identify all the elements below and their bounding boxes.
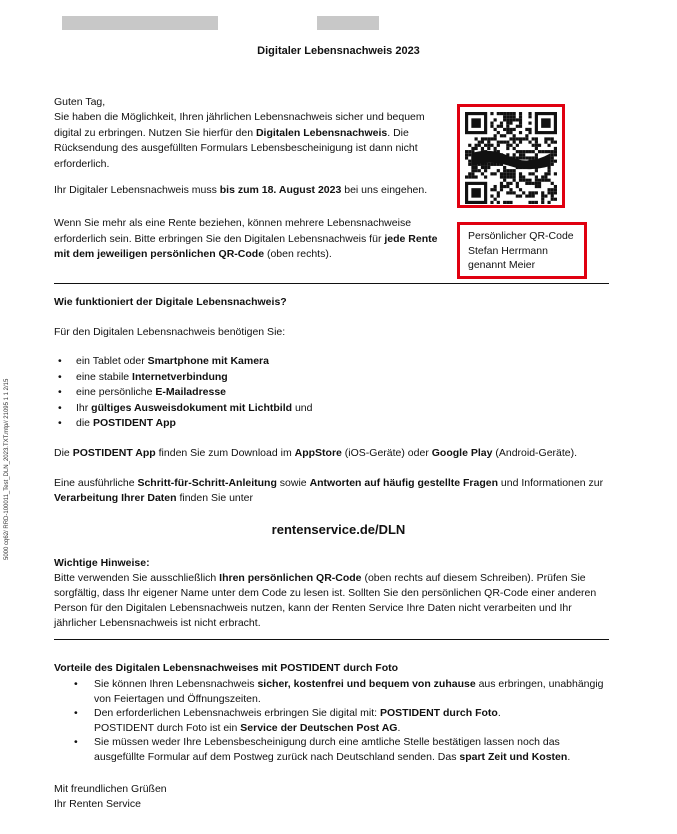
- greeting: Guten Tag,: [54, 96, 106, 108]
- divider: [54, 283, 609, 284]
- requirements-intro: Für den Digitalen Lebensnachweis benötigen Sie:: [54, 326, 286, 338]
- list-item: • ein Tablet oder Smartphone mit Kamera: [76, 354, 312, 370]
- page-title: Digitaler Lebensnachweis 2023: [257, 45, 420, 57]
- divider: [54, 639, 609, 640]
- list-item: • eine stabile Internetverbindung: [76, 370, 312, 386]
- list-item: • Den erforderlichen Lebensnachweis erbringen Sie digital mit: POSTIDENT durch Foto. POSTIDENT durch Foto ist ein Service der Deutschen Post AG.: [94, 706, 609, 735]
- advantages-heading: Vorteile des Digitalen Lebensnachweises mit POSTIDENT durch Foto: [54, 662, 399, 674]
- qr-owner-label-box: [457, 222, 587, 279]
- multiple-pensions-paragraph: Wenn Sie mehr als eine Rente beziehen, können mehrere Lebensnachweise erforderlich sein. Bitte erbringen Sie den Digitalen Lebensnachweis für jede Rente mit dem jeweiligen persönlichen QR-Code (oben rechts).: [54, 217, 438, 260]
- list-item: • die POSTIDENT App: [76, 416, 312, 432]
- list-item: • eine persönliche E-Mailadresse: [76, 385, 312, 401]
- notes-heading: Wichtige Hinweise:: [54, 557, 150, 569]
- qr-owner-name: Stefan Herrmann: [468, 244, 548, 257]
- advantages-list: [54, 677, 609, 764]
- list-item: • Sie müssen weder Ihre Lebensbescheinigung durch eine amtliche Stelle bestätigen lassen noch das ausgefüllte Formular auf dem Postweg zurück nach Deutschland senden. Das spart Zeit und Kosten.: [94, 735, 609, 764]
- qr-label-line: Persönlicher QR-Code: [468, 230, 574, 242]
- redacted-field-2: [317, 16, 379, 30]
- requirements-list: [54, 354, 312, 432]
- notes-paragraph: Bitte verwenden Sie ausschließlich Ihren persönlichen QR-Code (oben rechts auf diesem Schreiben). Prüfen Sie sorgfältig, dass Ihr eigener Name unter dem Code zu lesen ist. Sollten Sie den persönlichen QR-Code einer anderen Person für den Digitalen Lebensnachweis nutzen, kann der Renten Service Ihre Daten nicht verarbeiten und Ihr jährlicher Lebensnachweis ist nicht erbracht.: [54, 572, 597, 629]
- side-print-code: 5000 cq62/ RRD-100011_Test_DLN_2023.TXT.mtp// 21095 1 1 2/15: [4, 378, 10, 560]
- qr-code-box: [457, 104, 565, 208]
- redacted-field-1: [62, 16, 218, 30]
- qr-owner-name-suffix: genannt Meier: [468, 259, 536, 271]
- closing: Mit freundlichen Grüßen: [54, 783, 167, 795]
- guide-paragraph: Eine ausführliche Schritt-für-Schritt-Anleitung sowie Antworten auf häufig gestellte Fragen und Informationen zur Verarbeitung Ihrer Daten finden Sie unter: [54, 477, 604, 504]
- qr-code-image: [465, 112, 557, 204]
- app-download-line: Die POSTIDENT App finden Sie zum Download im AppStore (iOS-Geräte) oder Google Play (Android-Geräte).: [54, 447, 578, 459]
- list-item: • Ihr gültiges Ausweisdokument mit Lichtbild und: [76, 401, 312, 417]
- list-item: • Sie können Ihren Lebensnachweis sicher, kostenfrei und bequem von zuhause aus erbringen, unabhängig von Feiertagen und Öffnungszeiten.: [94, 677, 609, 706]
- service-url[interactable]: rentenservice.de/DLN: [271, 522, 406, 537]
- deadline-paragraph: Ihr Digitaler Lebensnachweis muss bis zum 18. August 2023 bei uns eingehen.: [54, 184, 428, 196]
- signature: Ihr Renten Service: [54, 798, 141, 810]
- how-heading: Wie funktioniert der Digitale Lebensnachweis?: [54, 296, 287, 308]
- intro-paragraph: Sie haben die Möglichkeit, Ihren jährlichen Lebensnachweis sicher und bequem digital zu erbringen. Nutzen Sie hierfür den Digitalen Lebensnachweis. Die Rücksendung des ausgefüllten Formulars Lebensbescheinigung ist dann nicht erforderlich.: [54, 111, 425, 170]
